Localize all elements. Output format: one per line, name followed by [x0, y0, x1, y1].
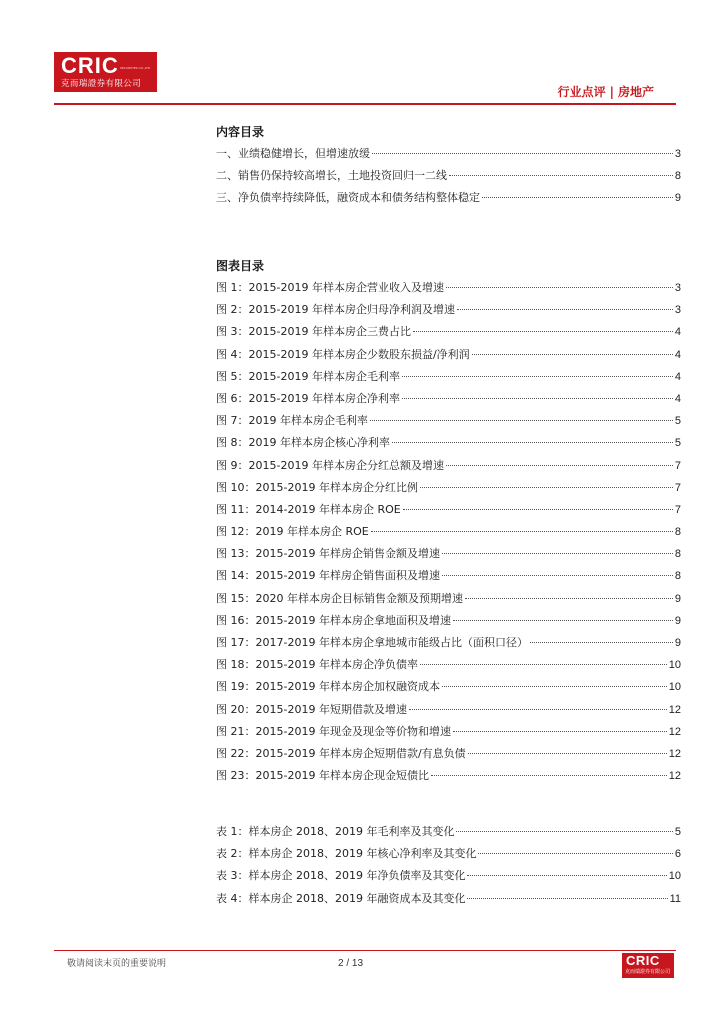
- dot-leader: [446, 287, 673, 288]
- figure-entry-page: 5: [674, 415, 681, 428]
- table-entry-page: 11: [669, 892, 681, 905]
- category-label: 行业点评: [557, 85, 606, 99]
- figure-entry-text: 图 17：2017-2019 年样本房企拿地城市能级占比（面积口径）: [216, 636, 528, 649]
- figure-entry-text: 图 6：2015-2019 年样本房企净利率: [216, 391, 400, 405]
- dot-leader: [442, 553, 673, 554]
- dot-leader: [467, 875, 666, 876]
- figures-list: [216, 277, 681, 787]
- figure-entry-text: 图 13：2015-2019 年样房企销售金额及增速: [216, 547, 440, 561]
- figure-entry-text: 图 11：2014-2019 年样本房企 ROE: [216, 502, 401, 516]
- figure-entry-text: 图 21：2015-2019 年现金及现金等价物和增速: [216, 724, 451, 738]
- contents-title: 内容目录: [216, 125, 265, 139]
- figure-entry-text: 图 23：2015-2019 年样本房企现金短债比: [216, 769, 429, 783]
- contents-list: [216, 143, 681, 210]
- figure-entry-page: 8: [674, 526, 681, 539]
- figure-entry[interactable]: [216, 654, 681, 676]
- contents-entry-page: 3: [674, 148, 681, 160]
- figure-entry-text: 图 9：2015-2019 年样本房企分红总额及增速: [216, 458, 444, 472]
- figure-entry[interactable]: [216, 610, 681, 632]
- figure-entry[interactable]: [216, 455, 681, 477]
- figure-entry[interactable]: [216, 699, 681, 721]
- figure-entry-page: 5: [674, 437, 681, 450]
- figure-entry-page: 12: [668, 770, 681, 783]
- subcategory-label: 房地产: [617, 85, 654, 99]
- figure-entry-text: 图 4：2015-2019 年样本房企少数股东损益/净利润: [216, 347, 470, 361]
- figure-entry[interactable]: [216, 521, 681, 543]
- dot-leader: [413, 331, 673, 332]
- figure-entry[interactable]: [216, 588, 681, 610]
- figure-entry-page: 4: [674, 348, 681, 361]
- page-number: 2 / 13: [338, 958, 364, 969]
- figure-entry[interactable]: [216, 432, 681, 454]
- disclaimer-note: 敬请阅读末页的重要说明: [67, 959, 167, 969]
- figure-entry[interactable]: [216, 632, 681, 654]
- tables-list: [216, 821, 681, 910]
- figure-entry-page: 9: [674, 637, 681, 649]
- dot-leader: [420, 664, 667, 665]
- figure-entry[interactable]: [216, 388, 681, 410]
- logo-subtitle: 克而瑞證券有限公司: [61, 79, 142, 89]
- table-entry-text: 表 4：样本房企 2018、2019 年融资成本及其变化: [216, 891, 466, 905]
- figure-entry-page: 7: [674, 481, 681, 494]
- figure-entry-page: 8: [674, 548, 681, 561]
- figure-entry-text: 图 20：2015-2019 年短期借款及增速: [216, 702, 407, 716]
- figure-entry-page: 9: [674, 592, 681, 605]
- header-divider: [54, 103, 676, 105]
- dot-leader: [409, 709, 667, 710]
- footer-logo: [622, 953, 674, 978]
- figure-entry-text: 图 3：2015-2019 年样本房企三费占比: [216, 325, 411, 339]
- figure-entry-page: 10: [668, 659, 681, 672]
- figure-entry-text: 图 22：2015-2019 年样本房企短期借款/有息负债: [216, 746, 466, 760]
- figure-entry[interactable]: [216, 765, 681, 787]
- figure-entry-page: 7: [674, 459, 681, 472]
- figure-entry[interactable]: [216, 366, 681, 388]
- dot-leader: [453, 731, 667, 732]
- dot-leader: [456, 831, 672, 832]
- footer-logo-subtitle: 克而瑞證券有限公司: [625, 969, 671, 975]
- dot-leader: [371, 531, 673, 532]
- dot-leader: [402, 398, 673, 399]
- category-separator: |: [609, 85, 614, 99]
- dot-leader: [449, 175, 673, 176]
- dot-leader: [442, 686, 667, 687]
- dot-leader: [457, 309, 673, 310]
- figure-entry-page: 4: [674, 370, 681, 383]
- figure-entry-text: 图 14：2015-2019 年样房企销售面积及增速: [216, 569, 440, 583]
- figure-entry-text: 图 2：2015-2019 年样本房企归母净利润及增速: [216, 303, 455, 317]
- dot-leader: [420, 487, 673, 488]
- figure-entry-page: 12: [668, 725, 681, 738]
- figure-entry[interactable]: [216, 410, 681, 432]
- contents-entry[interactable]: [216, 143, 681, 165]
- figure-entry-page: 9: [674, 614, 681, 627]
- dot-leader: [482, 197, 673, 198]
- footer-logo-brand: CRIC: [626, 953, 660, 968]
- figure-entry-text: 图 5：2015-2019 年样本房企毛利率: [216, 369, 400, 383]
- dot-leader: [478, 853, 672, 854]
- footer-divider: [54, 950, 676, 951]
- table-entry-text: 表 1：样本房企 2018、2019 年毛利率及其变化: [216, 825, 455, 838]
- contents-entry[interactable]: [216, 187, 681, 209]
- figure-entry[interactable]: [216, 721, 681, 743]
- figure-entry[interactable]: [216, 477, 681, 499]
- figure-entry-text: 图 1：2015-2019 年样本房企营业收入及增速: [216, 281, 444, 294]
- figure-entry-text: 图 16：2015-2019 年样本房企拿地面积及增速: [216, 613, 451, 627]
- contents-entry-page: 8: [674, 170, 681, 183]
- figure-entry-page: 12: [668, 747, 681, 760]
- dot-leader: [442, 575, 673, 576]
- figures-title: 图表目录: [216, 259, 265, 273]
- figure-entry[interactable]: [216, 299, 681, 321]
- figure-entry-text: 图 18：2015-2019 年样本房企净负债率: [216, 658, 418, 672]
- table-entry-text: 表 3：样本房企 2018、2019 年净负债率及其变化: [216, 869, 466, 883]
- contents-entry-text: 二、销售仍保持较高增长，土地投资回归一二线: [216, 169, 447, 183]
- figure-entry-page: 8: [674, 570, 681, 583]
- figure-entry[interactable]: [216, 277, 681, 299]
- table-entry-text: 表 2：样本房企 2018、2019 年核心净利率及其变化: [216, 847, 477, 861]
- dot-leader: [446, 465, 673, 466]
- table-entry-page: 10: [668, 870, 681, 883]
- logo-brand: CRIC: [61, 53, 119, 78]
- dot-leader: [402, 376, 673, 377]
- figure-entry-text: 图 15：2020 年样本房企目标销售金额及预期增速: [216, 591, 463, 605]
- table-entry[interactable]: [216, 888, 681, 910]
- dot-leader: [370, 420, 673, 421]
- dot-leader: [431, 775, 667, 776]
- figure-entry[interactable]: [216, 743, 681, 765]
- figure-entry-text: 图 12：2019 年样本房企 ROE: [216, 525, 369, 539]
- table-entry[interactable]: [216, 865, 681, 887]
- figure-entry-page: 7: [674, 503, 681, 516]
- figure-entry-text: 图 8：2019 年样本房企核心净利率: [216, 436, 390, 450]
- figure-entry-page: 4: [674, 392, 681, 405]
- dot-leader: [465, 598, 673, 599]
- figure-entry[interactable]: [216, 543, 681, 565]
- dot-leader: [468, 753, 667, 754]
- figure-entry-page: 10: [668, 681, 681, 694]
- logo-sub-en: SECURITIES CO.,LTD: [120, 66, 151, 70]
- figure-entry-page: 4: [674, 326, 681, 339]
- table-entry[interactable]: [216, 843, 681, 865]
- figure-entry[interactable]: [216, 321, 681, 343]
- dot-leader: [472, 354, 673, 355]
- figure-entry-page: 3: [674, 304, 681, 317]
- figure-entry-text: 图 7：2019 年样本房企毛利率: [216, 414, 368, 428]
- figure-entry-text: 图 10：2015-2019 年样本房企分红比例: [216, 480, 418, 494]
- figure-entry[interactable]: [216, 565, 681, 587]
- table-entry[interactable]: [216, 821, 681, 843]
- dot-leader: [530, 642, 673, 643]
- table-entry-page: 5: [674, 826, 681, 838]
- dot-leader: [453, 620, 673, 621]
- figure-entry[interactable]: [216, 676, 681, 698]
- company-logo: [54, 52, 157, 92]
- dot-leader: [467, 898, 667, 899]
- figure-entry-page: 12: [668, 703, 681, 716]
- dot-leader: [372, 153, 673, 154]
- figure-entry-page: 3: [674, 282, 681, 294]
- contents-entry-text: 一、业绩稳健增长，但增速放缓: [216, 147, 370, 160]
- figure-entry[interactable]: [216, 499, 681, 521]
- dot-leader: [392, 442, 673, 443]
- contents-entry-page: 9: [674, 192, 681, 205]
- figure-entry-text: 图 19：2015-2019 年样本房企加权融资成本: [216, 680, 440, 694]
- contents-entry-text: 三、净负债率持续降低，融资成本和债务结构整体稳定: [216, 191, 480, 205]
- figure-entry[interactable]: [216, 344, 681, 366]
- table-entry-page: 6: [674, 848, 681, 861]
- dot-leader: [403, 509, 673, 510]
- report-category: [558, 85, 654, 99]
- contents-entry[interactable]: [216, 165, 681, 187]
